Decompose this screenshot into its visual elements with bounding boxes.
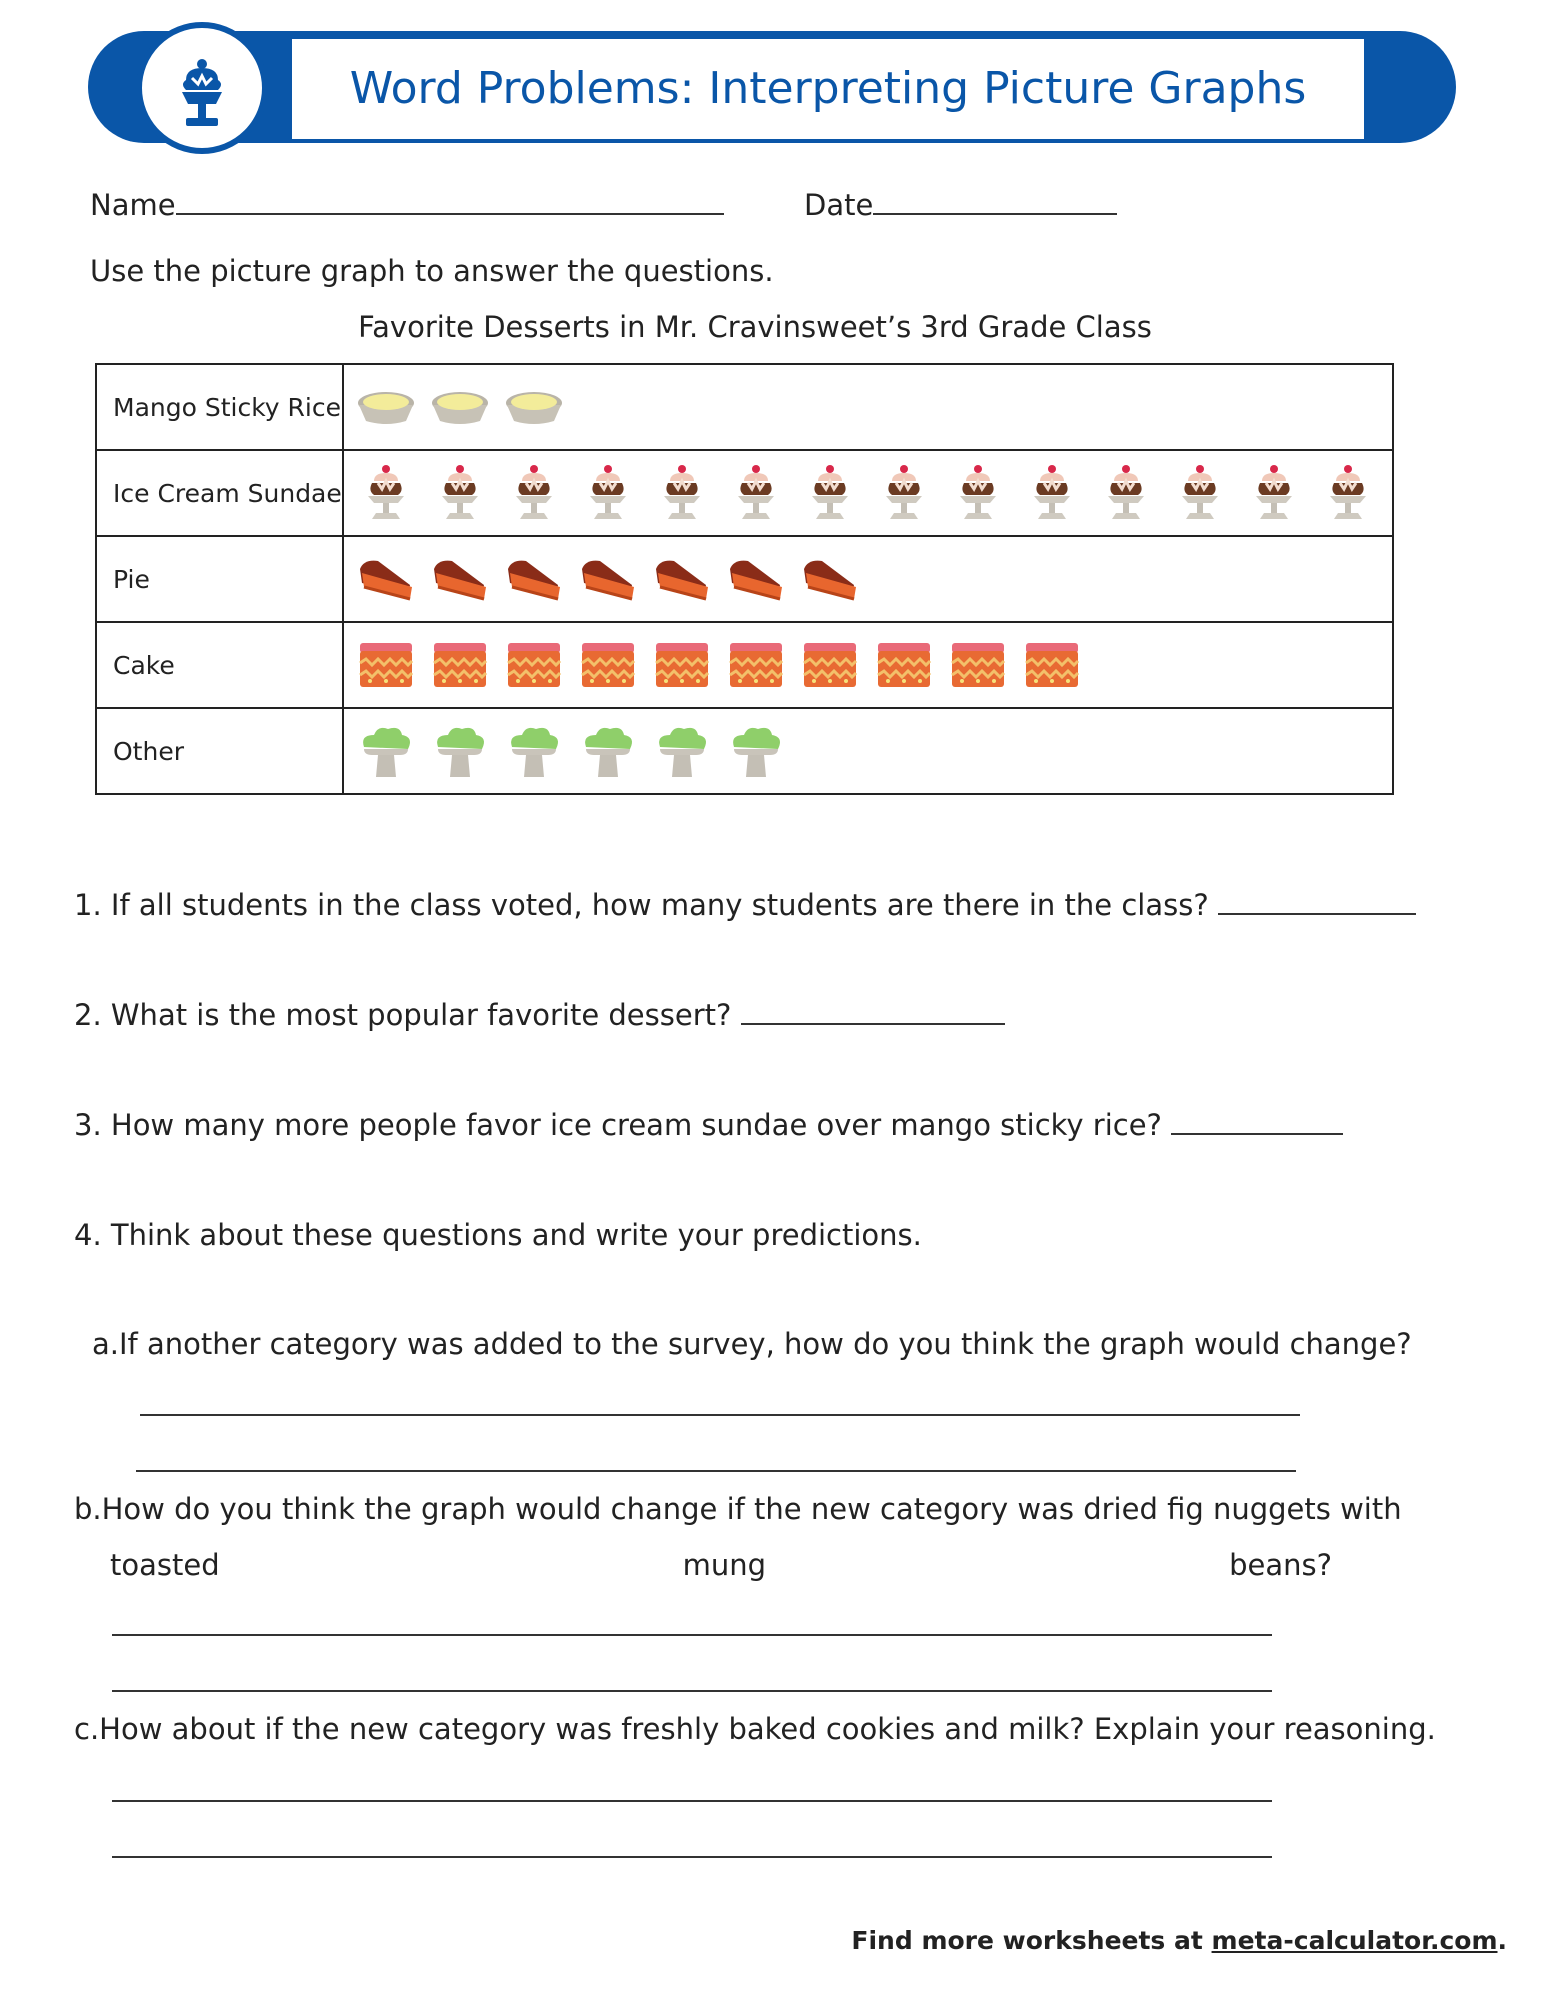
green-cupcake-icon <box>652 723 712 779</box>
question-4b: b.How do you think the graph would change if the new category was dried fig nuggets with <box>74 1492 1402 1526</box>
ice-cream-sundae-icon <box>430 465 490 521</box>
question-1: 1. If all students in the class voted, how many students are there in the class? <box>74 888 1416 922</box>
ice-cream-sundae-icon <box>356 465 416 521</box>
ice-cream-sundae-icon <box>1022 465 1082 521</box>
pie-slice-icon <box>652 551 712 607</box>
cake-icon <box>948 637 1008 693</box>
graph-row <box>96 708 1393 794</box>
ice-cream-sundae-icon <box>874 465 934 521</box>
graph-pictures <box>343 364 1393 450</box>
graph-category-label: Other <box>96 708 343 794</box>
cake-icon <box>504 637 564 693</box>
green-cupcake-icon <box>356 723 416 779</box>
question-2: 2. What is the most popular favorite dessert? <box>74 998 1005 1032</box>
graph-category-label: Ice Cream Sundae <box>96 450 343 536</box>
answer-3-blank[interactable] <box>1171 1109 1343 1135</box>
date-field[interactable] <box>804 188 1117 222</box>
ice-cream-sundae-icon <box>726 465 786 521</box>
ice-cream-sundae-icon <box>948 465 1008 521</box>
answer-4c-line-2[interactable] <box>112 1856 1272 1858</box>
footer: Find more worksheets at meta-calculator.com. <box>851 1926 1507 1955</box>
name-blank[interactable] <box>176 189 724 215</box>
ice-cream-sundae-icon <box>578 465 638 521</box>
mango-sticky-rice-icon <box>430 379 490 435</box>
page-title: Word Problems: Interpreting Picture Graphs <box>349 63 1307 114</box>
graph-category-label: Mango Sticky Rice <box>96 364 343 450</box>
pie-slice-icon <box>356 551 416 607</box>
cake-icon <box>800 637 860 693</box>
cake-icon <box>578 637 638 693</box>
cake-icon <box>1022 637 1082 693</box>
green-cupcake-icon <box>578 723 638 779</box>
date-label: Date <box>804 188 874 222</box>
pie-slice-icon <box>726 551 786 607</box>
ice-cream-sundae-icon <box>1096 465 1156 521</box>
graph-pictures <box>343 536 1393 622</box>
cake-icon <box>356 637 416 693</box>
name-label: Name <box>90 188 176 222</box>
footer-link[interactable]: meta-calculator.com <box>1211 1926 1498 1955</box>
graph-pictures <box>343 450 1393 536</box>
ice-cream-sundae-icon <box>1244 465 1304 521</box>
ice-cream-sundae-icon <box>504 465 564 521</box>
graph-category-label: Cake <box>96 622 343 708</box>
name-field[interactable] <box>90 188 724 222</box>
question-4: 4. Think about these questions and write your predictions. <box>74 1218 922 1252</box>
graph-row <box>96 364 1393 450</box>
answer-4c-line-1[interactable] <box>112 1800 1272 1802</box>
graph-category-label: Pie <box>96 536 343 622</box>
answer-4a-line-1[interactable] <box>140 1414 1300 1416</box>
pie-slice-icon <box>430 551 490 607</box>
answer-1-blank[interactable] <box>1218 889 1416 915</box>
cake-icon <box>726 637 786 693</box>
pie-slice-icon <box>800 551 860 607</box>
graph-row <box>96 536 1393 622</box>
mango-sticky-rice-icon <box>356 379 416 435</box>
cake-icon <box>652 637 712 693</box>
green-cupcake-icon <box>726 723 786 779</box>
answer-4a-line-2[interactable] <box>136 1470 1296 1472</box>
cake-icon <box>874 637 934 693</box>
graph-row <box>96 622 1393 708</box>
ice-cream-sundae-icon <box>800 465 860 521</box>
green-cupcake-icon <box>504 723 564 779</box>
graph-pictures <box>343 708 1393 794</box>
question-4b-continued: toasted mung beans? <box>110 1548 1332 1582</box>
graph-title: Favorite Desserts in Mr. Cravinsweet’s 3rd Grade Class <box>358 310 1152 344</box>
mango-sticky-rice-icon <box>504 379 564 435</box>
ice-cream-sundae-icon <box>1318 465 1378 521</box>
answer-4b-line-2[interactable] <box>112 1690 1272 1692</box>
question-4a: a.If another category was added to the survey, how do you think the graph would change? <box>92 1327 1412 1361</box>
graph-pictures <box>343 622 1393 708</box>
answer-2-blank[interactable] <box>741 999 1005 1025</box>
sundae-icon <box>172 58 232 132</box>
graph-row <box>96 450 1393 536</box>
picture-graph <box>95 363 1394 795</box>
pie-slice-icon <box>504 551 564 607</box>
ice-cream-sundae-icon <box>1170 465 1230 521</box>
answer-4b-line-1[interactable] <box>112 1634 1272 1636</box>
question-3: 3. How many more people favor ice cream sundae over mango sticky rice? <box>74 1108 1343 1142</box>
instructions: Use the picture graph to answer the questions. <box>90 254 774 288</box>
date-blank[interactable] <box>873 189 1117 215</box>
green-cupcake-icon <box>430 723 490 779</box>
question-4c: c.How about if the new category was freshly baked cookies and milk? Explain your reasoning. <box>74 1712 1436 1746</box>
pie-slice-icon <box>578 551 638 607</box>
cake-icon <box>430 637 490 693</box>
ice-cream-sundae-icon <box>652 465 712 521</box>
